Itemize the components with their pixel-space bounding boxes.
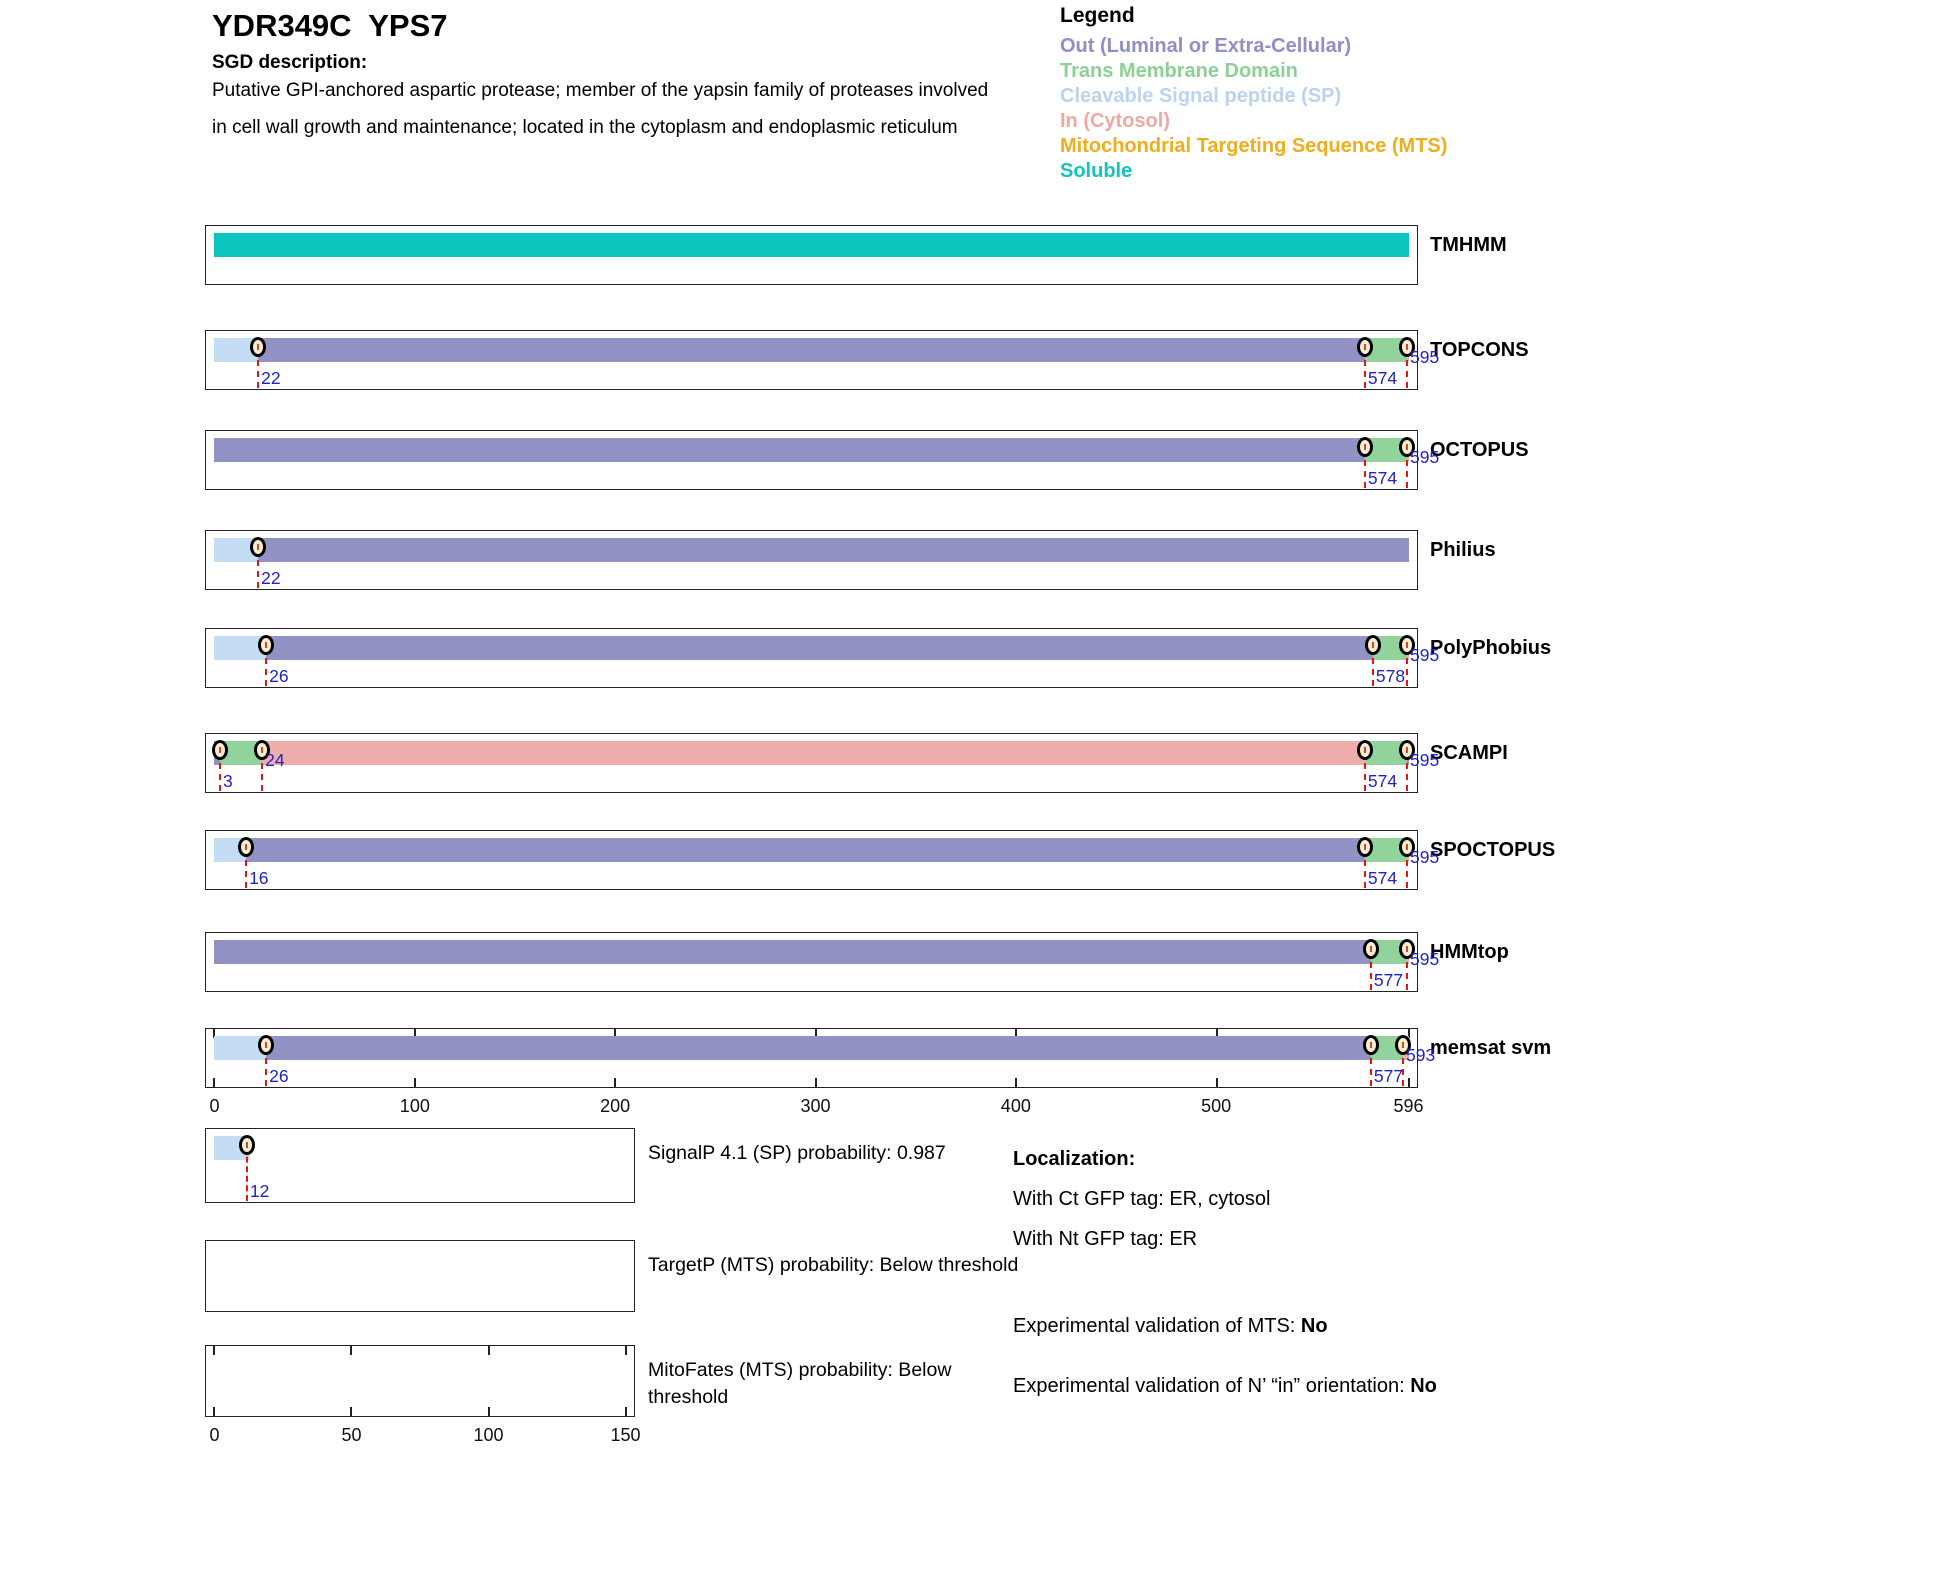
segment-out: [266, 636, 1373, 660]
axis-tick: [213, 1078, 215, 1087]
boundary-position-label: 574: [1367, 771, 1398, 791]
boundary-position-label: 574: [1367, 368, 1398, 388]
legend-items: [1060, 34, 1447, 184]
boundary-position-label: 595: [1409, 645, 1440, 665]
boundary-position-label: 595: [1409, 750, 1440, 770]
plot-area-topcons: [214, 331, 1440, 389]
segment-out: [246, 838, 1365, 862]
axis-tick: [213, 1346, 215, 1355]
boundary-marker: [1363, 1035, 1379, 1055]
mts-validation-line: [1013, 1315, 1328, 1338]
boundary-position-label: 16: [249, 868, 269, 888]
mts-validation-value: No: [1300, 1315, 1328, 1337]
segment-out: [258, 338, 1365, 362]
boundary-position-label: 595: [1409, 447, 1440, 467]
legend-item-in-cytosol-: In (Cytosol): [1060, 110, 1170, 132]
caption-line: threshold: [648, 1386, 729, 1408]
track-box-scampi: [205, 733, 1440, 793]
caption-line: TargetP (MTS) probability: Below threshold: [648, 1254, 1019, 1276]
axis-tick: [625, 1346, 627, 1355]
prob-x-axis-label-100: 100: [473, 1425, 504, 1445]
boundary-marker: [250, 537, 266, 557]
track-label-polyphobius: PolyPhobius: [1430, 637, 1552, 659]
track-label-topcons: TOPCONS: [1430, 339, 1529, 361]
boundary-marker: [258, 635, 274, 655]
boundary-position-label: 24: [265, 750, 285, 770]
segment-out: [214, 438, 1365, 462]
boundary-position-label: 578: [1375, 666, 1406, 686]
axis-tick: [350, 1346, 352, 1355]
axis-tick: [815, 1078, 817, 1087]
page-title: YDR349C YPS7: [212, 8, 448, 43]
boundary-position-label: 26: [269, 1066, 289, 1086]
segment-out: [214, 940, 1371, 964]
plot-area-scampi: [214, 734, 1440, 792]
boundary-position-label: 3: [223, 771, 233, 791]
axis-tick: [414, 1078, 416, 1087]
prob-box-signalp: [205, 1128, 635, 1203]
boundary-position-label: 22: [261, 368, 281, 388]
segment-out: [266, 1036, 1371, 1060]
boundary-position-label: 593: [1405, 1045, 1436, 1065]
segment-in: [262, 741, 1365, 765]
axis-tick: [1408, 1078, 1410, 1087]
localization-nt-line: With Nt GFP tag: ER: [1013, 1228, 1198, 1250]
axis-tick: [213, 1407, 215, 1416]
plot-area-hmmtop: [214, 933, 1440, 991]
x-axis-label-300: 300: [800, 1096, 831, 1116]
legend-item-cleavable-signal-peptide-sp-: Cleavable Signal peptide (SP): [1060, 85, 1342, 107]
track-box-philius: [205, 530, 1418, 590]
track-label-scampi: SCAMPI: [1430, 742, 1508, 764]
boundary-position-label: 22: [261, 568, 281, 588]
caption-mitofates: [648, 1357, 951, 1411]
track-label-philius: Philius: [1430, 539, 1496, 561]
boundary-marker: [1363, 939, 1379, 959]
track-box-octopus: [205, 430, 1440, 490]
prob-x-axis-label-50: 50: [341, 1425, 362, 1445]
legend: [1060, 4, 1447, 184]
x-axis-label-400: 400: [1000, 1096, 1031, 1116]
boundary-position-label: 12: [249, 1181, 270, 1201]
segment-soluble: [214, 233, 1409, 257]
boundary-marker: [212, 740, 228, 760]
boundary-position-label: 577: [1373, 1066, 1404, 1086]
x-axis-label-596: 596: [1393, 1096, 1424, 1116]
legend-item-out-luminal-or-extra-cellular-: Out (Luminal or Extra-Cellular): [1060, 35, 1352, 57]
legend-item-soluble: Soluble: [1060, 160, 1133, 182]
axis-tick: [488, 1407, 490, 1416]
prob-x-axis-label-150: 150: [610, 1425, 641, 1445]
localization-ct-line: With Ct GFP tag: ER, cytosol: [1013, 1188, 1271, 1210]
caption-signalp: [648, 1140, 946, 1167]
track-label-octopus: OCTOPUS: [1430, 439, 1529, 461]
track-box-memsat-svm: [205, 1028, 1436, 1088]
plot-area-memsat-svm: [214, 1029, 1436, 1087]
track-box-topcons: [205, 330, 1440, 390]
boundary-marker: [1357, 740, 1373, 760]
orientation-validation-line: [1013, 1375, 1437, 1398]
track-label-hmmtop: HMMtop: [1430, 941, 1509, 963]
axis-tick: [625, 1407, 627, 1416]
track-box-polyphobius: [205, 628, 1440, 688]
boundary-position-label: 577: [1373, 970, 1404, 990]
boundary-marker: [258, 1035, 274, 1055]
prob-box-targetp: [205, 1240, 635, 1312]
axis-tick: [614, 1078, 616, 1087]
plot-area-spoctopus: [214, 831, 1440, 889]
sgd-description-label: SGD description:: [212, 52, 368, 73]
boundary-position-label: 574: [1367, 868, 1398, 888]
axis-tick: [488, 1346, 490, 1355]
track-box-tmhmm: [205, 225, 1418, 285]
x-axis-label-200: 200: [600, 1096, 631, 1116]
plot-area-polyphobius: [214, 629, 1440, 687]
boundary-position-label: 574: [1367, 468, 1398, 488]
boundary-marker: [250, 337, 266, 357]
x-axis-label-500: 500: [1201, 1096, 1232, 1116]
caption-line: SignalP 4.1 (SP) probability: 0.987: [648, 1142, 946, 1164]
plot-area-signalp: [214, 1129, 626, 1202]
plot-area-mitofates: [214, 1346, 626, 1416]
boundary-marker: [1357, 437, 1373, 457]
track-label-memsat-svm: memsat svm: [1430, 1037, 1552, 1059]
axis-tick: [350, 1407, 352, 1416]
x-axis-label-100: 100: [399, 1096, 430, 1116]
boundary-dash-line: [246, 1147, 248, 1201]
boundary-position-label: 595: [1409, 949, 1440, 969]
orientation-validation-label: Experimental validation of N’ “in” orientation:: [1013, 1375, 1411, 1397]
track-label-spoctopus: SPOCTOPUS: [1430, 839, 1556, 861]
caption-line: MitoFates (MTS) probability: Below: [648, 1359, 952, 1381]
localization-title: Localization:: [1013, 1148, 1136, 1170]
boundary-marker: [1357, 337, 1373, 357]
boundary-marker: [238, 837, 254, 857]
boundary-position-label: 595: [1409, 847, 1440, 867]
plot-area-octopus: [214, 431, 1440, 489]
caption-targetp: [648, 1252, 1018, 1279]
axis-tick: [1015, 1078, 1017, 1087]
mts-validation-label: Experimental validation of MTS:: [1013, 1315, 1301, 1337]
boundary-marker: [1357, 837, 1373, 857]
boundary-position-label: 595: [1409, 347, 1440, 367]
track-box-spoctopus: [205, 830, 1440, 890]
x-axis-label-0: 0: [209, 1096, 220, 1116]
prob-box-mitofates: [205, 1345, 635, 1417]
track-box-hmmtop: [205, 932, 1440, 992]
legend-item-mitochondrial-targeting-sequence-mts-: Mitochondrial Targeting Sequence (MTS): [1060, 135, 1448, 157]
segment-out: [258, 538, 1409, 562]
track-label-tmhmm: TMHMM: [1430, 234, 1507, 256]
boundary-marker: [1365, 635, 1381, 655]
legend-title: Legend: [1060, 4, 1135, 27]
sgd-description-text: Putative GPI-anchored aspartic protease; member of the yapsin family of proteases involved in cell wall growth and maintenance; located in the cytoplasm and endoplasmic reticulum: [212, 80, 989, 138]
boundary-marker: [239, 1135, 255, 1155]
legend-item-trans-membrane-domain: Trans Membrane Domain: [1060, 60, 1298, 82]
plot-area-targetp: [214, 1241, 626, 1311]
axis-tick: [1216, 1078, 1218, 1087]
plot-area-philius: [214, 531, 1409, 589]
boundary-position-label: 26: [269, 666, 289, 686]
plot-area-tmhmm: [214, 226, 1409, 284]
orientation-validation-value: No: [1410, 1375, 1437, 1397]
prob-x-axis-label-0: 0: [209, 1425, 220, 1445]
